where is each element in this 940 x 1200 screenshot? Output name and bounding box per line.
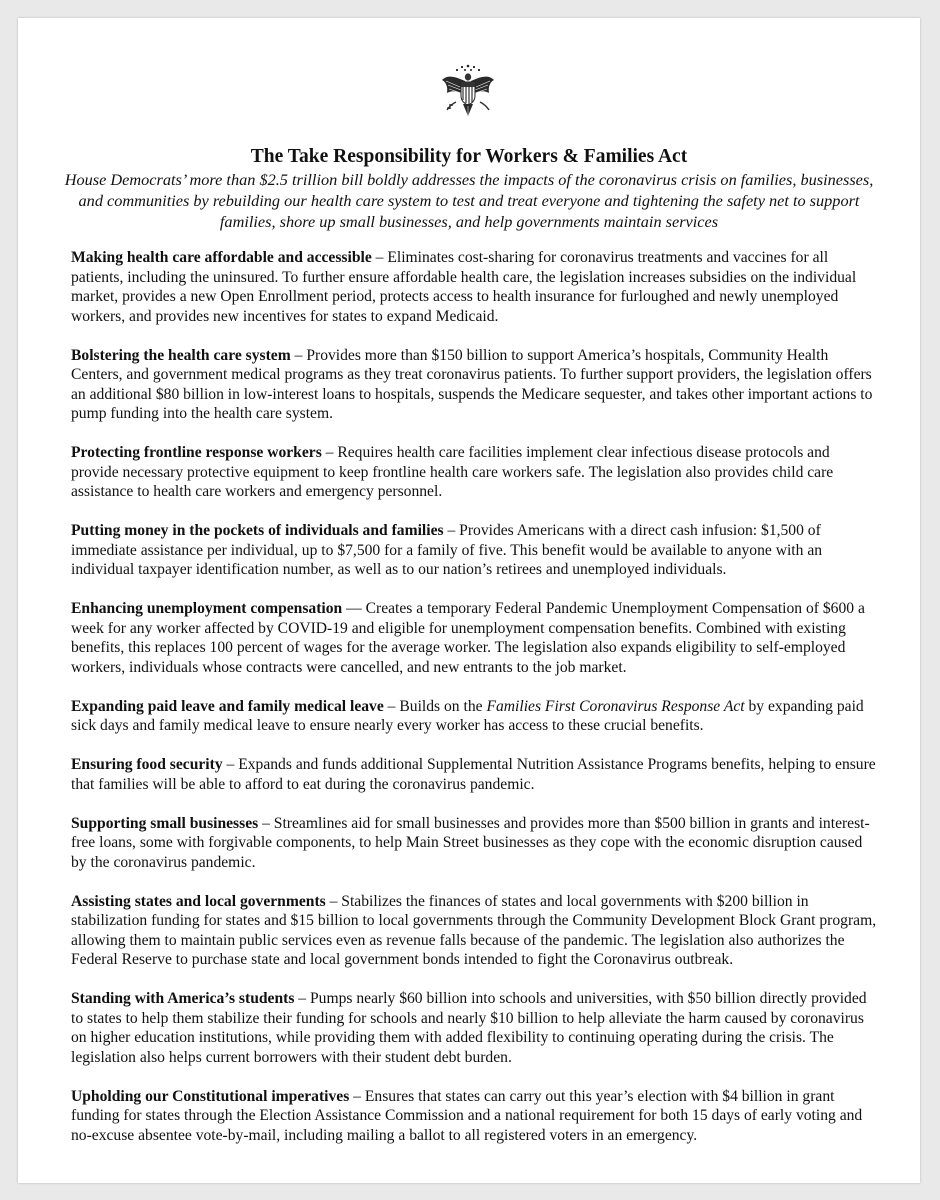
us-house-seal-eagle-icon bbox=[438, 60, 498, 122]
section-heading: Ensuring food security bbox=[71, 756, 223, 773]
section-separator: – bbox=[321, 444, 338, 461]
section-health-care-affordable bbox=[71, 248, 881, 326]
section-body: Creates a temporary Federal Pandemic Unemployment Compensation of $600 a week for any worker affected by COVID-19 and eligible for unemployment compensation benefits. Combined with existing benefits, this replaces 100 percent of wages for the average worker. The legislation also expands eligibility to self-employed workers, individuals whose contracts were cancelled, and new entrants to the job market. bbox=[71, 600, 865, 676]
section-heading: Upholding our Constitutional imperatives bbox=[71, 1087, 350, 1105]
section-heading: Protecting frontline response workers bbox=[71, 444, 322, 461]
section-body: Stabilizes the finances of states and local governments with $200 billion in stabilization funding for states and $15 billion to local governments through the Community Development Block Grant program, allowing them to maintain public services even as revenue falls because of the pandemic. The legislation also authorizes the Federal Reserve to purchase state and local government bonds intended to fight the Coronavirus outbreak. bbox=[71, 892, 877, 968]
section-body: Expands and funds additional Supplemental Nutrition Assistance Programs benefits, helping to ensure that families will be able to afford to eat during the coronavirus pandemic. bbox=[71, 756, 876, 793]
section-body: Eliminates cost-sharing for coronavirus treatments and vaccines for all patients, including the uninsured. To further ensure affordable health care, the legislation increases subsidies on the individual market, provides a new Open Enrollment period, protects access to health insurance for furloughed and newly unemployed workers, and provides new incentives for states to expand Medicaid. bbox=[71, 249, 857, 325]
section-heading: Assisting states and local governments bbox=[71, 892, 326, 910]
section-list bbox=[71, 248, 881, 1165]
document-title: The Take Responsibility for Workers & Families Act bbox=[250, 146, 688, 167]
section-states-local bbox=[71, 892, 881, 970]
section-body-after: by expanding paid sick days and family medical leave to ensure nearly every worker has access to these crucial benefits. bbox=[71, 697, 864, 734]
document-page bbox=[18, 18, 920, 1183]
section-separator: – bbox=[290, 346, 307, 364]
section-separator: – bbox=[371, 249, 388, 266]
section-constitutional bbox=[71, 1087, 881, 1146]
section-body: Streamlines aid for small businesses and provides more than $500 billion in grants and interest-free loans, some with forgivable components, to help Main Street businesses as they cope with the economic disruption caused by the coronavirus pandemic. bbox=[71, 814, 870, 871]
act-title-italic: Families First Coronavirus Response Act bbox=[486, 697, 745, 715]
section-separator: – bbox=[294, 990, 310, 1007]
section-separator: – bbox=[383, 697, 400, 715]
document-subtitle: House Democrats’ more than $2.5 trillion bill boldly addresses the impacts of the coronavirus crisis on families, businesses, and communities by rebuilding our health care system to test and treat everyone and tightening the safety net to support families, shore up small businesses, and help governments maintain services bbox=[64, 170, 874, 231]
section-health-care-system bbox=[71, 346, 881, 424]
section-body: Requires health care facilities implement clear infectious disease protocols and provide necessary protective equipment to keep frontline health care workers safe. The legislation also provides child care assistance to health care workers and emergency personnel. bbox=[71, 444, 834, 500]
section-heading: Standing with America’s students bbox=[71, 990, 295, 1007]
section-heading: Putting money in the pockets of individuals and families bbox=[71, 522, 444, 539]
section-separator: – bbox=[325, 892, 342, 910]
section-heading: Supporting small businesses bbox=[71, 814, 259, 832]
section-body: Provides more than $150 billion to support America’s hospitals, Community Health Centers, and government medical programs as they treat coronavirus patients. To further support providers, the legislation offers an additional $80 billion in low-interest loans to hospitals, suspends the Medicare sequester, and takes other important actions to pump funding into the health care system. bbox=[71, 346, 873, 422]
section-small-businesses bbox=[71, 814, 881, 873]
section-students bbox=[71, 989, 881, 1067]
section-heading: Enhancing unemployment compensation bbox=[71, 600, 343, 617]
section-separator: — bbox=[342, 600, 366, 617]
section-separator: – bbox=[349, 1087, 365, 1105]
section-food-security bbox=[71, 755, 881, 794]
section-body: Pumps nearly $60 billion into schools and universities, with $50 billion directly provided to states to help them stabilize their funding for schools and nearly $10 billion to help alleviate the harm caused by coronavirus on higher education institutions, while providing them with added flexibility to continuing operating during the crisis. The legislation also helps current borrowers with their student debt burden. bbox=[71, 990, 867, 1066]
section-separator: – bbox=[443, 522, 460, 539]
section-heading: Bolstering the health care system bbox=[71, 346, 291, 364]
section-body-before: Builds on the bbox=[399, 697, 487, 715]
section-paid-leave bbox=[71, 697, 881, 736]
section-money-individuals bbox=[71, 521, 881, 580]
section-separator: – bbox=[222, 756, 239, 773]
section-body: Provides Americans with a direct cash infusion: $1,500 of immediate assistance per individual, up to $7,500 for a family of five. This benefit would be available to anyone with an individual taxpayer identification number, as well as to our nation’s retirees and unemployed individuals. bbox=[71, 522, 823, 578]
section-frontline-workers bbox=[71, 443, 881, 502]
section-unemployment bbox=[71, 599, 881, 677]
section-separator: – bbox=[258, 814, 274, 832]
section-heading: Making health care affordable and accessible bbox=[71, 249, 372, 266]
section-body: Ensures that states can carry out this year’s election with $4 billion in grant funding for states through the Election Assistance Commission and a national requirement for both 15 days of early voting and no-excuse absentee vote-by-mail, including mailing a ballot to all registered voters in an emergency. bbox=[71, 1087, 863, 1144]
section-heading: Expanding paid leave and family medical leave bbox=[71, 697, 384, 715]
